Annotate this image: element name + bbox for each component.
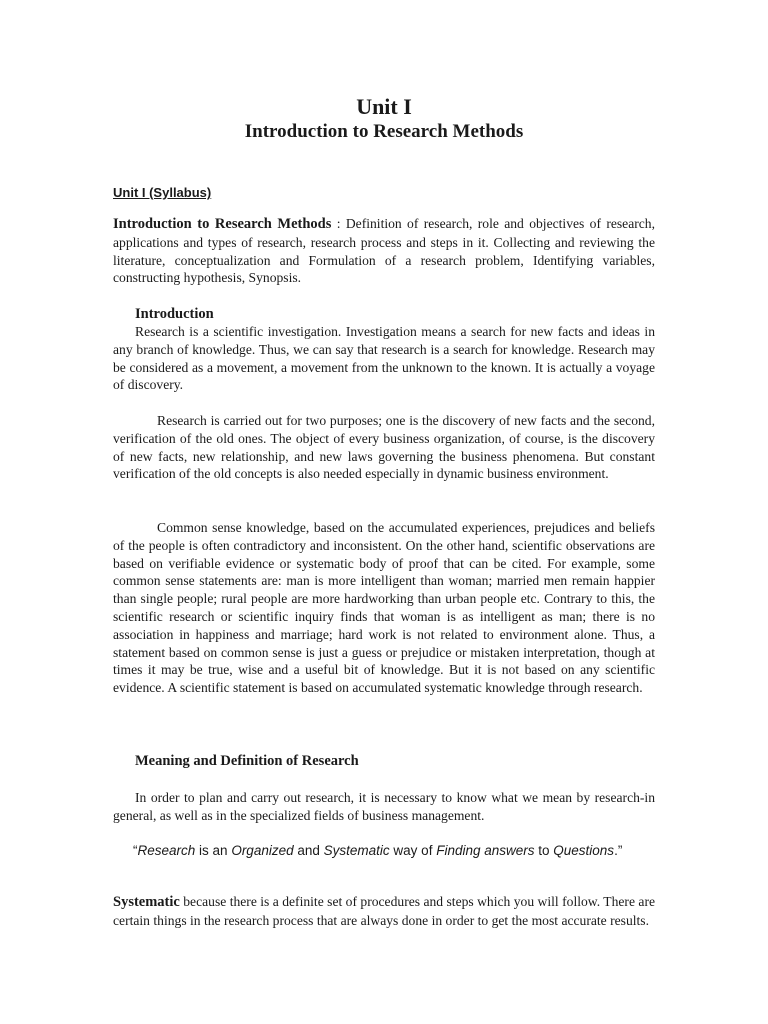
document-title: Introduction to Research Methods [244, 121, 524, 142]
syllabus-label: Unit I (Syllabus) [113, 185, 212, 200]
introduction-paragraph-2: Research is carried out for two purposes; one is the discovery of new facts and the second, verification of the old ones. The object of every business organization, of course, is the discovery of new facts, new relationship, and new laws governing the business phenomena. But constant verification of the old concepts is also needed especially in dynamic business environment. [113, 413, 655, 482]
syllabus-paragraph [113, 215, 655, 287]
introduction-heading: Introduction [135, 306, 214, 322]
syllabus-lead: Introduction to Research Methods [113, 216, 332, 232]
introduction-paragraph-3: Common sense knowledge, based on the accumulated experiences, prejudices and beliefs of the people is often contradictory and inconsistent. On the other hand, scientific observations are based on verifiable evidence or systematic body of proof that can be cited. For example, some common sense statements are: man is more intelligent than woman; married men remain happier than single people; rural people are more hardworking than urban people etc. Contrary to this, the scientific research or scientific inquiry finds that woman is as intelligent as man; there is no association in happiness and marriage; hard work is not related to environment alone. Thus, a statement based on common sense is just a guess or prejudice or mistaken interpretation, though at times it may be true, wise and a useful bit of knowledge. But it is not based on any scientific evidence. A scientific statement is based on accumulated systematic knowledge through research. [113, 520, 655, 696]
systematic-text: because there is a definite set of procedures and steps which you will follow. There are certain things in the research process that are always done in order to get the most accurate results. [113, 894, 655, 928]
research-definition-quote: “Research is an Organized and Systematic way of Finding answers to Questions.” [133, 843, 623, 858]
systematic-lead: Systematic [113, 894, 180, 910]
introduction-paragraph-1: Research is a scientific investigation. Investigation means a search for new facts and ideas in any branch of knowledge. Thus, we can say that research is a search for knowledge. Research may be considered as a movement, a movement from the unknown to the known. It is actually a voyage of discovery. [113, 324, 655, 393]
meaning-paragraph: In order to plan and carry out research, it is necessary to know what we mean by research-in general, as well as in the specialized fields of business management. [113, 790, 655, 823]
syllabus-text: : Definition of research, role and objectives of research, applications and types of research, research process and steps in it. Collecting and reviewing the literature, conceptualization and Formulation of a research problem, Identifying variables, constructing hypothesis, Synopsis. [113, 216, 655, 286]
unit-title: Unit I [356, 94, 412, 119]
systematic-paragraph [113, 893, 655, 930]
meaning-heading: Meaning and Definition of Research [135, 753, 359, 769]
